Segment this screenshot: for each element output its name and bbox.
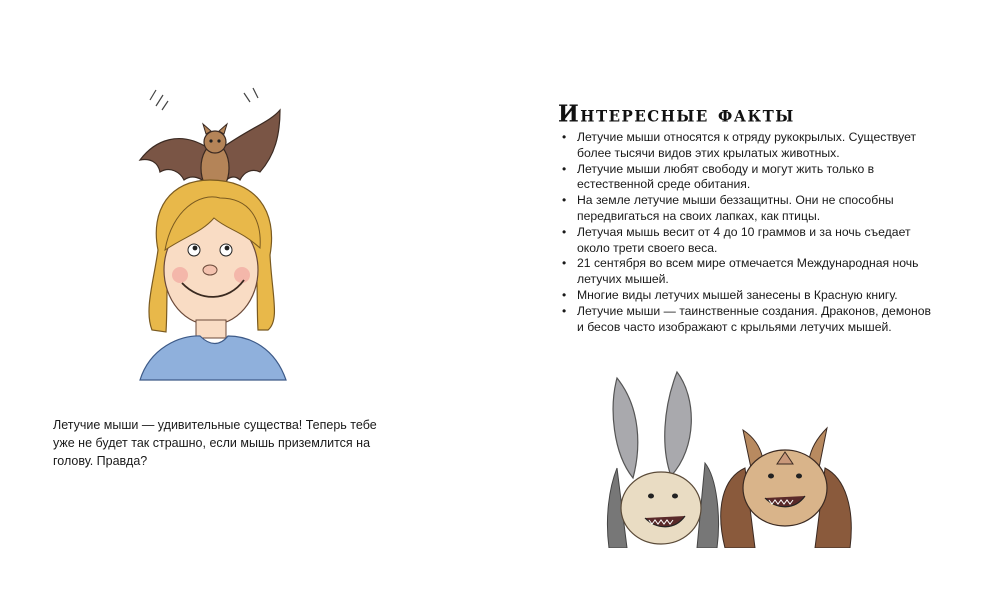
bullet-icon: • xyxy=(562,193,567,208)
girl-with-bat-illustration xyxy=(110,80,310,390)
bullet-icon: • xyxy=(562,224,567,239)
fact-text: Летучие мыши любят свободу и могут жить только в естественной среде обитания. xyxy=(577,161,875,192)
bullet-icon: • xyxy=(562,130,567,144)
fact-item xyxy=(560,162,940,194)
bullet-icon: • xyxy=(562,303,567,318)
fact-text: 21 сентября во всем мире отмечается Международная ночь летучих мышей. xyxy=(577,256,919,287)
fact-item xyxy=(560,130,940,162)
right-page xyxy=(500,0,1000,613)
two-bats-illustration xyxy=(605,368,855,548)
facts-list xyxy=(560,130,940,335)
fact-item xyxy=(560,288,940,304)
fact-text: На земле летучие мыши беззащитны. Они не способны передвигаться на своих лапках, как птицы. xyxy=(577,193,894,223)
fact-item xyxy=(560,304,940,336)
fact-text: Летучая мышь весит от 4 до 10 граммов и за ночь съедает около трети своего веса. xyxy=(577,224,911,255)
bullet-icon: • xyxy=(562,287,567,302)
fact-text: Многие виды летучих мышей занесены в Красную книгу. xyxy=(577,287,898,302)
fact-text: Летучие мыши относятся к отряду рукокрылых. Существует более тысячи видов этих крылатых животных. xyxy=(577,130,917,160)
bullet-icon: • xyxy=(562,256,567,271)
fact-item xyxy=(560,193,940,225)
fact-item xyxy=(560,256,940,288)
fact-text: Летучие мыши — таинственные создания. Драконов, демонов и бесов часто изображают с крыльями летучих мышей. xyxy=(577,303,931,334)
bullet-icon: • xyxy=(562,161,567,176)
fact-item xyxy=(560,225,940,257)
caption-text: Летучие мыши — удивительные существа! Теперь тебе уже не будет так страшно, если мышь приземлится на голову. Правда? xyxy=(53,418,377,468)
facts-title: Интересные факты xyxy=(558,100,795,128)
